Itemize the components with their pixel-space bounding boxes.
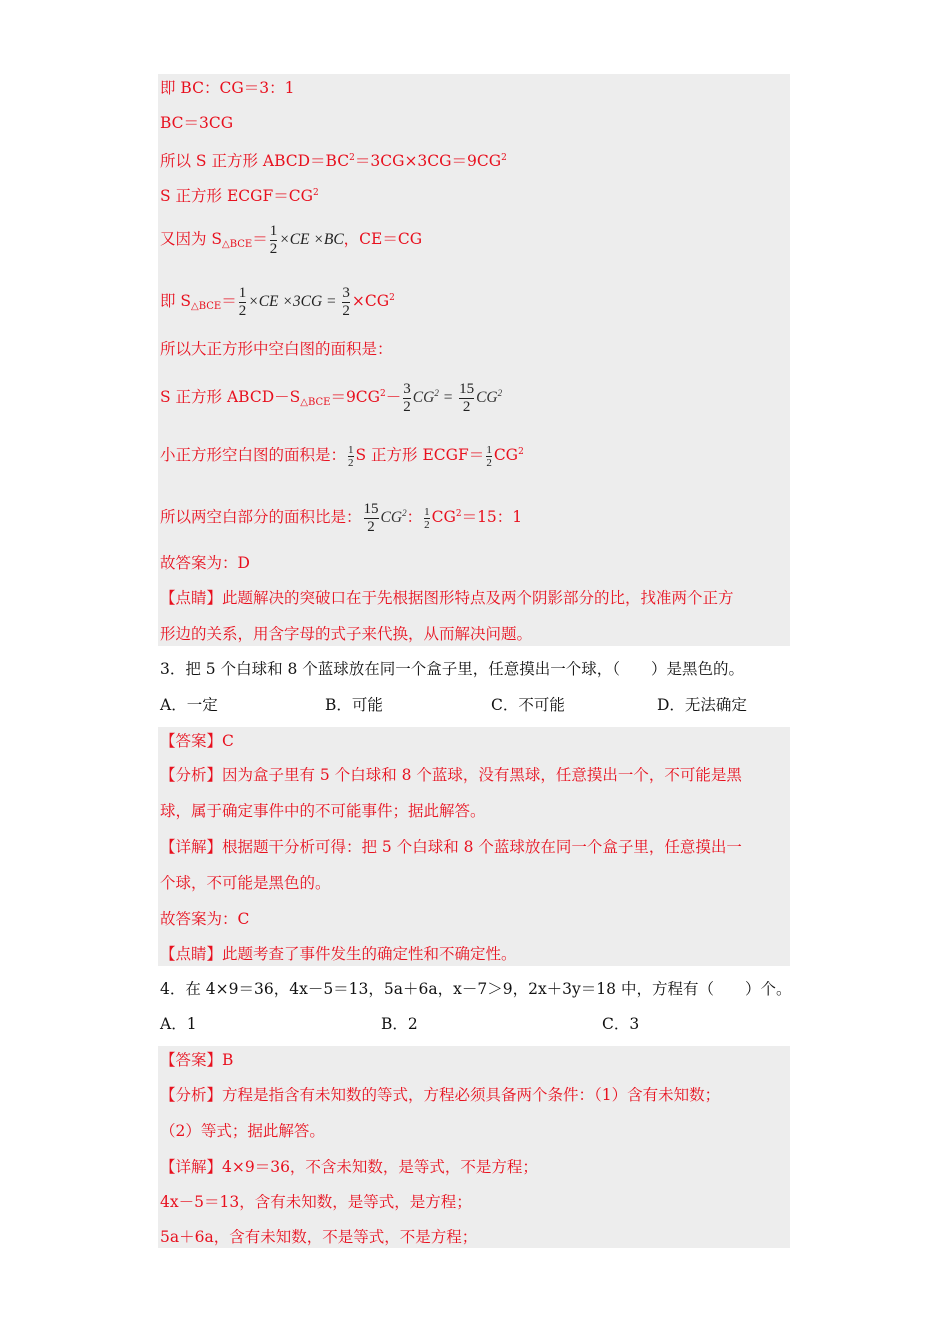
sol-note-line-1: 【点睛】此题解决的突破口在于先根据图形特点及两个阴影部分的比，找准两个正方 [160, 589, 734, 607]
sol-line-bc: BC＝3CG [160, 114, 234, 132]
q3-stem: 3．把 5 个白球和 8 个蓝球放在同一个盒子里，任意摸出一个球，（ ）是黑色的。 [160, 660, 745, 678]
q4-analysis-2: （2）等式；据此解答。 [160, 1122, 325, 1140]
sol-line-big-square-blank: 所以大正方形中空白图的面积是： [160, 340, 393, 358]
q3-answer: 【答案】C [160, 732, 234, 750]
q3-option-c[interactable]: C．不可能 [491, 696, 565, 714]
sol-note-line-2: 形边的关系，用含字母的式子来代换，从而解决问题。 [160, 625, 533, 643]
q4-detail-2: 4x－5＝13，含有未知数，是等式，是方程； [160, 1193, 472, 1211]
sol-line-area-ecgf: S 正方形 $ECGF=CG^2$ [160, 187, 319, 205]
fraction-half: $\frac{1}{2}$ [238, 284, 247, 319]
q3-detail-2: 个球，不可能是黑色的。 [160, 874, 331, 892]
fraction-three-halves: $\frac{3}{2}$ [403, 380, 411, 415]
q3-option-d[interactable]: D．无法确定 [657, 696, 747, 714]
fraction-half-small: $\frac{1}{2}$ [424, 505, 430, 531]
fraction-fifteen-halves: $\frac{15}{2}$ [363, 500, 379, 535]
fraction-half-small: $\frac{1}{2}$ [486, 443, 492, 469]
sol-line-small-square-blank: 小正方形空白图的面积是： $\frac{1}{2}$ S 正方形 ECGF＝ $\frac{1}{2}$ $CG^2$ [160, 443, 524, 469]
q4-option-b[interactable]: B．2 [381, 1015, 418, 1033]
sol-line-triangle-formula: 又因为 $S_{\triangle BCE}=$ $\frac{1}{2}$ ×CE ×BC，CE＝CG [160, 222, 423, 257]
q3-detail-1: 【详解】根据题干分析可得：把 5 个白球和 8 个蓝球放在同一个盒子里，任意摸出一 [160, 838, 742, 856]
sol-answer-d: 故答案为：D [160, 554, 250, 572]
q4-detail-1: 【详解】4×9＝36，不含未知数，是等式，不是方程； [160, 1158, 538, 1176]
q3-final-answer: 故答案为：C [160, 910, 250, 928]
q3-option-b[interactable]: B．可能 [325, 696, 383, 714]
q4-stem: 4．在 4×9＝36，4x－5＝13，5a＋6a，x－7＞9，2x＋3y＝18 中，方程有（ ）个。 [160, 980, 792, 998]
q4-option-c[interactable]: C．3 [602, 1015, 640, 1033]
q4-option-a[interactable]: A．1 [160, 1015, 197, 1033]
fraction-half: $\frac{1}{2}$ [269, 222, 278, 257]
q4-detail-3: 5a＋6a，含有未知数，不是等式，不是方程； [160, 1228, 478, 1246]
sol-line-big-square-calc: S 正方形 $ABCD-S_{\triangle BCE}=9CG^2-$ $\frac{3}{2}$ $CG^2$ = $\frac{15}{2}$ $CG^2$ [160, 380, 503, 415]
sol-line-ratio-result: 所以两空白部分的面积比是： $\frac{15}{2}$ $CG^2$： $\frac{1}{2}$ $CG^2=15$：1 [160, 500, 523, 535]
fraction-fifteen-halves: $\frac{15}{2}$ [459, 380, 475, 415]
q4-answer: 【答案】B [160, 1051, 234, 1069]
q3-option-a[interactable]: A．一定 [160, 696, 218, 714]
sol-line-area-abcd: 所以 S 正方形 $ABCD=BC^2=3CG\times 3CG=9CG^2$ [160, 152, 507, 170]
fraction-half-small: $\frac{1}{2}$ [348, 443, 354, 469]
q3-analysis-2: 球，属于确定事件中的不可能事件；据此解答。 [160, 802, 486, 820]
fraction-three-halves: $\frac{3}{2}$ [342, 284, 350, 319]
sol-line-triangle-area: 即 $S_{\triangle BCE}=$ $\frac{1}{2}$ ×CE ×3CG = $\frac{3}{2}$ $\times CG^2$ [160, 284, 395, 319]
q3-note: 【点睛】此题考查了事件发生的确定性和不确定性。 [160, 945, 517, 963]
q4-analysis-1: 【分析】方程是指含有未知数的等式，方程必须具备两个条件：（1）含有未知数； [160, 1086, 721, 1104]
q3-analysis-1: 【分析】因为盒子里有 5 个白球和 8 个蓝球，没有黑球，任意摸出一个，不可能是黑 [160, 766, 742, 784]
sol-line-ratio: 即 BC：CG＝3：1 [160, 79, 295, 97]
solution-block-q4 [158, 1046, 790, 1248]
